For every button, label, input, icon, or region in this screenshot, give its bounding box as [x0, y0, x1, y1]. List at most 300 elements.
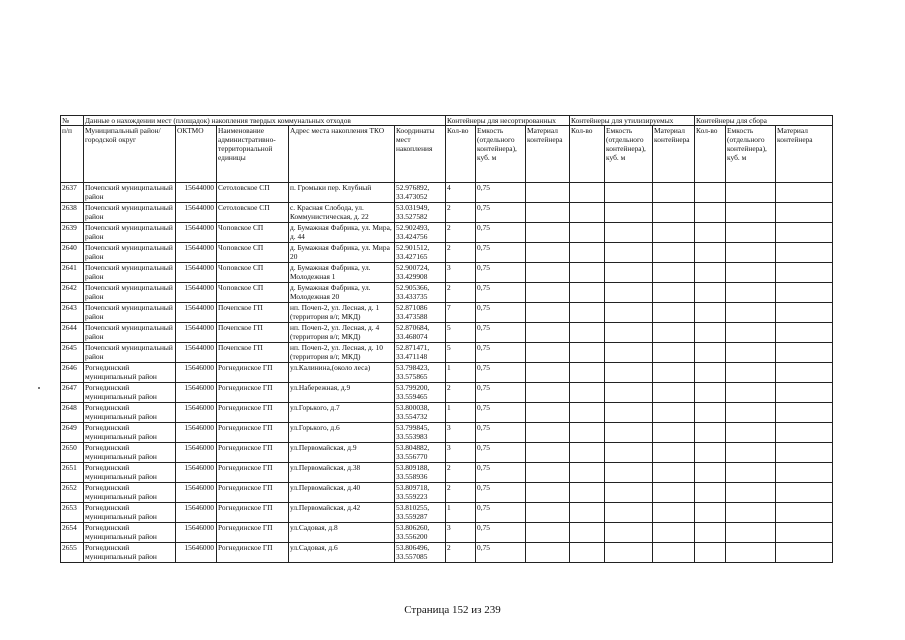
cell-empty	[653, 383, 695, 403]
cell-coords: 52.871086 33.473588	[395, 303, 446, 323]
cell-count: 7	[446, 303, 476, 323]
cell-empty	[653, 523, 695, 543]
cell-empty	[776, 223, 833, 243]
cell-empty	[605, 303, 653, 323]
cell-count: 2	[446, 463, 476, 483]
cell-empty	[776, 203, 833, 223]
table-row	[61, 223, 833, 243]
cell-address: нп. Почеп-2, ул. Лесная, д. 4 (территория в/г, МКД)	[289, 323, 395, 343]
cell-empty	[570, 283, 605, 303]
cell-district: Рогнединский муниципальный район	[84, 443, 176, 463]
cell-count: 3	[446, 423, 476, 443]
cell-unit: Рогнединское ГП	[217, 523, 289, 543]
cell-unit: Чоповское СП	[217, 283, 289, 303]
cell-address: д. Бумажная Фабрика, ул. Мира, д. 44	[289, 223, 395, 243]
cell-district: Почепский муниципальный район	[84, 323, 176, 343]
cell-empty	[726, 483, 776, 503]
cell-empty	[776, 543, 833, 563]
cell-n: 2652	[61, 483, 84, 503]
cell-empty	[526, 283, 570, 303]
cell-coords: 53.806260, 33.556200	[395, 523, 446, 543]
cell-count: 2	[446, 383, 476, 403]
cell-coords: 52.905366, 33.433735	[395, 283, 446, 303]
cell-empty	[695, 503, 726, 523]
cell-n: 2640	[61, 243, 84, 263]
cell-empty	[776, 183, 833, 203]
table-row	[61, 363, 833, 383]
cell-district: Рогнединский муниципальный район	[84, 383, 176, 403]
cell-empty	[776, 443, 833, 463]
cell-count: 1	[446, 363, 476, 383]
cell-district: Рогнединский муниципальный район	[84, 423, 176, 443]
cell-empty	[695, 523, 726, 543]
cell-empty	[526, 223, 570, 243]
cell-empty	[776, 423, 833, 443]
cell-empty	[605, 243, 653, 263]
cell-empty	[695, 183, 726, 203]
cell-coords: 53.804882, 33.556770	[395, 443, 446, 463]
cell-address: нп. Почеп-2, ул. Лесная, д. 1 (территория в/г, МКД)	[289, 303, 395, 323]
cell-empty	[695, 323, 726, 343]
cell-empty	[653, 223, 695, 243]
header-capacity: Емкость (отдельного контейнера), куб. м	[476, 126, 526, 183]
cell-empty	[726, 503, 776, 523]
header-capacity: Емкость (отдельного контейнера), куб. м	[605, 126, 653, 183]
cell-address: ул.Первомайская, д.40	[289, 483, 395, 503]
cell-empty	[726, 183, 776, 203]
cell-oktmo: 15644000	[176, 303, 217, 323]
cell-empty	[605, 483, 653, 503]
cell-empty	[653, 343, 695, 363]
cell-capacity: 0,75	[476, 323, 526, 343]
cell-empty	[570, 523, 605, 543]
cell-empty	[726, 263, 776, 283]
cell-oktmo: 15644000	[176, 283, 217, 303]
cell-address: д. Бумажная Фабрика, ул. Молодежная 1	[289, 263, 395, 283]
cell-address: ул.Калинина,(около леса)	[289, 363, 395, 383]
cell-empty	[653, 183, 695, 203]
cell-empty	[526, 403, 570, 423]
header-no: №	[61, 116, 84, 126]
cell-capacity: 0,75	[476, 283, 526, 303]
cell-empty	[605, 503, 653, 523]
cell-address: ул.Первомайская, д.9	[289, 443, 395, 463]
cell-empty	[726, 343, 776, 363]
cell-address: д. Бумажная Фабрика, ул. Молодежная 20	[289, 283, 395, 303]
cell-oktmo: 15644000	[176, 263, 217, 283]
header-count: Кол-во	[695, 126, 726, 183]
cell-n: 2651	[61, 463, 84, 483]
cell-empty	[695, 203, 726, 223]
cell-district: Рогнединский муниципальный район	[84, 523, 176, 543]
cell-capacity: 0,75	[476, 463, 526, 483]
cell-count: 3	[446, 523, 476, 543]
cell-empty	[776, 463, 833, 483]
cell-unit: Рогнединское ГП	[217, 543, 289, 563]
cell-empty	[570, 203, 605, 223]
cell-empty	[726, 383, 776, 403]
header-material: Материал контейнера	[776, 126, 833, 183]
cell-address: д. Бумажная Фабрика, ул. Мира 20	[289, 243, 395, 263]
cell-coords: 53.799200, 33.559465	[395, 383, 446, 403]
cell-oktmo: 15644000	[176, 183, 217, 203]
cell-empty	[526, 323, 570, 343]
cell-empty	[526, 483, 570, 503]
cell-empty	[776, 303, 833, 323]
table-row	[61, 543, 833, 563]
cell-unit: Рогнединское ГП	[217, 403, 289, 423]
cell-coords: 52.901512, 33.427165	[395, 243, 446, 263]
cell-empty	[653, 323, 695, 343]
cell-capacity: 0,75	[476, 543, 526, 563]
cell-empty	[526, 243, 570, 263]
cell-empty	[726, 223, 776, 243]
cell-capacity: 0,75	[476, 403, 526, 423]
cell-n: 2649	[61, 423, 84, 443]
cell-empty	[605, 183, 653, 203]
cell-empty	[653, 423, 695, 443]
cell-empty	[776, 323, 833, 343]
cell-count: 2	[446, 283, 476, 303]
header-oktmo: ОКТМО	[176, 126, 217, 183]
cell-empty	[570, 423, 605, 443]
cell-empty	[726, 443, 776, 463]
cell-coords: 52.900724, 33.429908	[395, 263, 446, 283]
table-row	[61, 383, 833, 403]
cell-empty	[695, 263, 726, 283]
cell-oktmo: 15646000	[176, 423, 217, 443]
cell-district: Почепский муниципальный район	[84, 183, 176, 203]
cell-address: ул.Садовая, д.8	[289, 523, 395, 543]
cell-empty	[526, 463, 570, 483]
cell-empty	[570, 243, 605, 263]
cell-empty	[570, 543, 605, 563]
cell-address: с. Красная Слобода, ул. Коммунистическая, д. 22	[289, 203, 395, 223]
header-admin-unit: Наименование административно-территориальной единицы	[217, 126, 289, 183]
cell-count: 2	[446, 223, 476, 243]
table-row	[61, 203, 833, 223]
cell-empty	[726, 303, 776, 323]
cell-district: Рогнединский муниципальный район	[84, 543, 176, 563]
table-row	[61, 323, 833, 343]
cell-empty	[526, 183, 570, 203]
waste-sites-table	[60, 115, 833, 563]
cell-n: 2638	[61, 203, 84, 223]
table-row	[61, 303, 833, 323]
cell-oktmo: 15646000	[176, 443, 217, 463]
cell-capacity: 0,75	[476, 503, 526, 523]
cell-coords: 53.806496, 33.557085	[395, 543, 446, 563]
cell-oktmo: 15644000	[176, 203, 217, 223]
cell-empty	[776, 283, 833, 303]
cell-n: 2646	[61, 363, 84, 383]
cell-empty	[526, 383, 570, 403]
cell-empty	[695, 383, 726, 403]
header-group-main: Данные о нахождении мест (площадок) накопления твердых коммунальных отходов	[84, 116, 446, 126]
cell-empty	[726, 243, 776, 263]
cell-n: 2643	[61, 303, 84, 323]
table-row	[61, 463, 833, 483]
cell-empty	[653, 303, 695, 323]
cell-empty	[726, 283, 776, 303]
cell-unit: Рогнединское ГП	[217, 443, 289, 463]
cell-district: Почепский муниципальный район	[84, 283, 176, 303]
cell-district: Рогнединский муниципальный район	[84, 463, 176, 483]
cell-address: нп. Почеп-2, ул. Лесная, д. 10 (территория в/г, МКД)	[289, 343, 395, 363]
cell-empty	[726, 463, 776, 483]
cell-capacity: 0,75	[476, 483, 526, 503]
cell-empty	[605, 283, 653, 303]
cell-capacity: 0,75	[476, 223, 526, 243]
cell-unit: Рогнединское ГП	[217, 503, 289, 523]
cell-empty	[605, 543, 653, 563]
cell-empty	[605, 343, 653, 363]
cell-empty	[695, 343, 726, 363]
cell-oktmo: 15646000	[176, 543, 217, 563]
cell-unit: Почепское ГП	[217, 323, 289, 343]
cell-district: Почепский муниципальный район	[84, 303, 176, 323]
table-body	[61, 183, 833, 563]
cell-empty	[605, 403, 653, 423]
cell-empty	[726, 203, 776, 223]
cell-capacity: 0,75	[476, 203, 526, 223]
cell-district: Почепский муниципальный район	[84, 263, 176, 283]
cell-empty	[526, 503, 570, 523]
cell-empty	[726, 363, 776, 383]
cell-empty	[570, 443, 605, 463]
cell-empty	[653, 263, 695, 283]
cell-n: 2655	[61, 543, 84, 563]
cell-district: Почепский муниципальный район	[84, 243, 176, 263]
table-row	[61, 523, 833, 543]
cell-empty	[695, 243, 726, 263]
header-count: Кол-во	[446, 126, 476, 183]
cell-count: 2	[446, 243, 476, 263]
cell-empty	[570, 463, 605, 483]
cell-empty	[653, 443, 695, 463]
cell-coords: 52.976892, 33.473052	[395, 183, 446, 203]
cell-n: 2653	[61, 503, 84, 523]
cell-empty	[570, 343, 605, 363]
cell-district: Почепский муниципальный район	[84, 223, 176, 243]
cell-empty	[695, 363, 726, 383]
header-group-collect: Контейнеры для сбора	[695, 116, 833, 126]
cell-n: 2639	[61, 223, 84, 243]
cell-empty	[605, 263, 653, 283]
header-count: Кол-во	[570, 126, 605, 183]
cell-capacity: 0,75	[476, 523, 526, 543]
cell-unit: Почепское ГП	[217, 343, 289, 363]
header-row-columns	[61, 126, 833, 183]
cell-n: 2642	[61, 283, 84, 303]
cell-empty	[726, 523, 776, 543]
cell-empty	[526, 423, 570, 443]
cell-empty	[776, 383, 833, 403]
cell-unit: Сетоловское СП	[217, 203, 289, 223]
cell-empty	[653, 503, 695, 523]
cell-unit: Рогнединское ГП	[217, 483, 289, 503]
cell-unit: Рогнединское ГП	[217, 363, 289, 383]
cell-empty	[526, 203, 570, 223]
cell-n: 2654	[61, 523, 84, 543]
cell-address: ул.Садовая, д.6	[289, 543, 395, 563]
cell-coords: 53.809718, 33.559223	[395, 483, 446, 503]
cell-empty	[653, 463, 695, 483]
header-material: Материал контейнера	[526, 126, 570, 183]
page-footer	[0, 604, 905, 616]
cell-empty	[526, 263, 570, 283]
header-address: Адрес места накопления ТКО	[289, 126, 395, 183]
cell-empty	[695, 543, 726, 563]
cell-empty	[605, 363, 653, 383]
cell-coords: 52.902493, 33.424756	[395, 223, 446, 243]
cell-empty	[605, 223, 653, 243]
table-row	[61, 423, 833, 443]
cell-empty	[726, 543, 776, 563]
cell-empty	[695, 483, 726, 503]
cell-unit: Рогнединское ГП	[217, 423, 289, 443]
cell-empty	[605, 203, 653, 223]
cell-empty	[726, 403, 776, 423]
table-row	[61, 283, 833, 303]
cell-capacity: 0,75	[476, 303, 526, 323]
cell-address: ул.Первомайская, д.38	[289, 463, 395, 483]
cell-empty	[653, 363, 695, 383]
cell-coords: 52.871471, 33.471148	[395, 343, 446, 363]
cell-oktmo: 15646000	[176, 403, 217, 423]
cell-count: 3	[446, 443, 476, 463]
cell-capacity: 0,75	[476, 423, 526, 443]
cell-capacity: 0,75	[476, 443, 526, 463]
cell-count: 4	[446, 183, 476, 203]
cell-oktmo: 15646000	[176, 363, 217, 383]
cell-oktmo: 15646000	[176, 483, 217, 503]
cell-district: Рогнединский муниципальный район	[84, 503, 176, 523]
table-row	[61, 443, 833, 463]
cell-capacity: 0,75	[476, 243, 526, 263]
cell-empty	[570, 303, 605, 323]
cell-count: 3	[446, 263, 476, 283]
cell-address: ул.Горького, д.6	[289, 423, 395, 443]
cell-empty	[695, 423, 726, 443]
cell-empty	[776, 483, 833, 503]
cell-district: Рогнединский муниципальный район	[84, 403, 176, 423]
scan-speck	[38, 387, 40, 389]
cell-unit: Почепское ГП	[217, 303, 289, 323]
cell-empty	[653, 403, 695, 423]
header-row-groups	[61, 116, 833, 126]
table-row	[61, 263, 833, 283]
cell-coords: 53.810255, 33.559287	[395, 503, 446, 523]
cell-unit: Сетоловское СП	[217, 183, 289, 203]
cell-empty	[605, 423, 653, 443]
cell-n: 2645	[61, 343, 84, 363]
cell-empty	[526, 543, 570, 563]
cell-empty	[605, 443, 653, 463]
cell-empty	[776, 403, 833, 423]
cell-oktmo: 15646000	[176, 383, 217, 403]
table-row	[61, 403, 833, 423]
cell-empty	[570, 363, 605, 383]
cell-capacity: 0,75	[476, 363, 526, 383]
cell-empty	[526, 443, 570, 463]
cell-address: ул.Первомайская, д.42	[289, 503, 395, 523]
cell-capacity: 0,75	[476, 343, 526, 363]
cell-coords: 53.798423, 33.575865	[395, 363, 446, 383]
table-row	[61, 483, 833, 503]
header-group-recycled: Контейнеры для утилизируемых	[570, 116, 695, 126]
table-row	[61, 343, 833, 363]
cell-unit: Чоповское СП	[217, 263, 289, 283]
cell-empty	[570, 183, 605, 203]
cell-count: 5	[446, 343, 476, 363]
cell-empty	[570, 323, 605, 343]
cell-empty	[526, 343, 570, 363]
cell-empty	[605, 383, 653, 403]
cell-empty	[653, 483, 695, 503]
cell-empty	[653, 203, 695, 223]
cell-empty	[570, 263, 605, 283]
header-pn: п/п	[61, 126, 84, 183]
cell-empty	[776, 523, 833, 543]
cell-count: 1	[446, 503, 476, 523]
cell-empty	[726, 323, 776, 343]
cell-oktmo: 15644000	[176, 243, 217, 263]
cell-coords: 53.031949, 33.527582	[395, 203, 446, 223]
cell-empty	[570, 483, 605, 503]
cell-empty	[570, 383, 605, 403]
cell-coords: 53.800038, 33.554732	[395, 403, 446, 423]
header-group-unsorted: Контейнеры для несортированных	[446, 116, 570, 126]
cell-district: Рогнединский муниципальный район	[84, 363, 176, 383]
cell-count: 2	[446, 483, 476, 503]
cell-empty	[726, 423, 776, 443]
cell-district: Рогнединский муниципальный район	[84, 483, 176, 503]
cell-district: Почепский муниципальный район	[84, 343, 176, 363]
cell-n: 2647	[61, 383, 84, 403]
cell-oktmo: 15646000	[176, 503, 217, 523]
cell-address: ул.Горького, д.7	[289, 403, 395, 423]
cell-empty	[695, 463, 726, 483]
table-row	[61, 243, 833, 263]
page-number-text: Страница 152 из 239	[404, 604, 501, 616]
cell-empty	[526, 523, 570, 543]
cell-n: 2650	[61, 443, 84, 463]
header-municipality: Муниципальный район/городской округ	[84, 126, 176, 183]
cell-oktmo: 15644000	[176, 343, 217, 363]
cell-empty	[695, 223, 726, 243]
cell-empty	[776, 343, 833, 363]
cell-count: 1	[446, 403, 476, 423]
cell-empty	[605, 463, 653, 483]
cell-n: 2644	[61, 323, 84, 343]
cell-empty	[605, 323, 653, 343]
cell-empty	[526, 363, 570, 383]
table-row	[61, 183, 833, 203]
cell-empty	[570, 403, 605, 423]
cell-empty	[695, 283, 726, 303]
cell-address: п. Громыки пер. Клубный	[289, 183, 395, 203]
cell-n: 2648	[61, 403, 84, 423]
cell-coords: 53.799845, 33.553983	[395, 423, 446, 443]
cell-address: ул.Набережная, д.9	[289, 383, 395, 403]
cell-empty	[776, 363, 833, 383]
header-material: Материал контейнера	[653, 126, 695, 183]
cell-empty	[570, 223, 605, 243]
cell-empty	[776, 263, 833, 283]
registry-sheet	[60, 115, 832, 563]
cell-unit: Чоповское СП	[217, 223, 289, 243]
